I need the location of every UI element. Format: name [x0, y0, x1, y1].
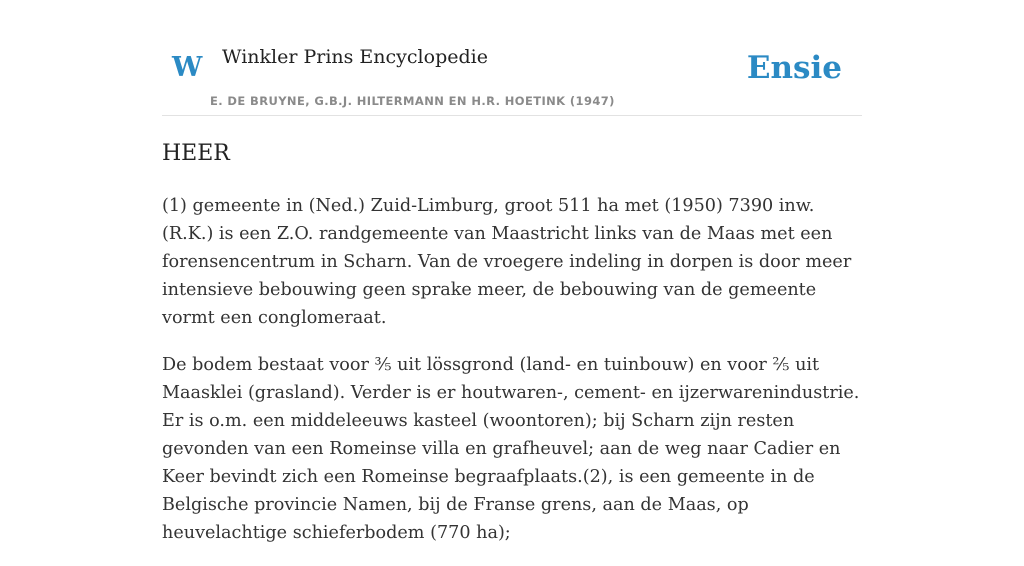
entry-title: HEER — [162, 141, 230, 166]
site-header — [162, 30, 862, 116]
paragraph: (1) gemeente in (Ned.) Zuid-Limburg, groot 511 ha met (1950) 7390 inw. (R.K.) is een Z.O. randgemeente van Maastricht links van de Maas met een forensencentrum in Scharn. Van de vroegere indeling in dorpen is door meer intensieve bebouwing geen sprake meer, de bebouwing van de gemeente vormt een conglomeraat. — [162, 196, 852, 328]
entry-body — [162, 192, 862, 566]
encyclopedia-title[interactable]: Winkler Prins Encyclopedie — [222, 46, 488, 68]
encyclopedia-logo-icon[interactable]: W — [172, 52, 203, 83]
ensie-logo[interactable]: Ensie — [746, 50, 842, 86]
authors-line: E. DE BRUYNE, G.B.J. HILTERMANN EN H.R. HOETINK (1947) — [210, 94, 615, 108]
paragraph: De bodem bestaat voor ⅗ uit lössgrond (land- en tuinbouw) en voor ⅖ uit Maasklei (grasland). Verder is er houtwaren-, cement- en ijzerwarenindustrie. Er is o.m. een middeleeuws kasteel (woontoren); bij Scharn zijn resten gevonden van een Romeinse villa en grafheuvel; aan de weg naar Cadier en Keer bevindt zich een Romeinse begraafplaats.(2), is een gemeente in de Belgische provincie Namen, bij de Franse grens, aan de Maas, op heuvelachtige schieferbodem (770 ha); — [162, 355, 860, 543]
